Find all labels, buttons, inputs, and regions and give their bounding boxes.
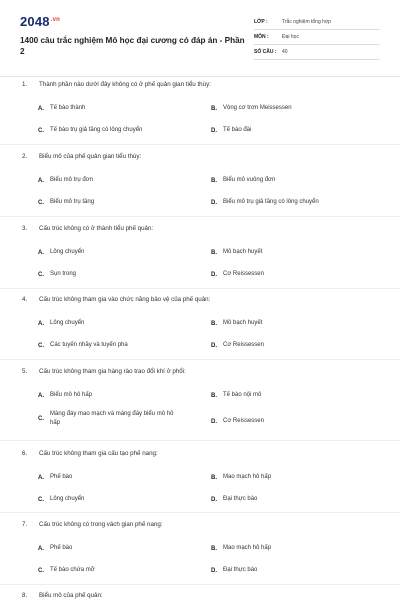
question-text: 5. Cấu trúc không tham gia hàng rào trao đổi khí ở phổi: <box>22 368 186 375</box>
question-text: 6. Cấu trúc không tham gia cấu tạo phế nang: <box>22 450 158 457</box>
option-c[interactable]: C. Tế bào trụ giả tầng có lông chuyển <box>38 127 143 134</box>
question-divider <box>0 216 400 217</box>
question-divider <box>0 440 400 441</box>
option-a[interactable]: A. Phế bào <box>38 474 73 481</box>
option-d[interactable]: D. Tế bào đài <box>211 127 252 134</box>
option-c[interactable]: C. Tế bào chứa mỡ <box>38 567 95 574</box>
question-text: 8. Biểu mô của phế quản: <box>22 592 103 599</box>
option-d[interactable]: D. Cơ Reissessen <box>211 342 264 349</box>
option-b[interactable]: B. Vòng cơ trơn Meissessen <box>211 105 292 112</box>
option-a[interactable]: A. Lông chuyển <box>38 320 85 327</box>
option-b[interactable]: B. Biểu mô vuông đơn <box>211 177 276 184</box>
header-divider <box>0 76 400 77</box>
question-divider <box>0 288 400 289</box>
question-text: 4. Cấu trúc không tham gia vào chức năng bảo vệ của phế quản: <box>22 296 211 303</box>
option-a[interactable]: A. Biểu mô hô hấp <box>38 392 93 399</box>
question-divider <box>0 584 400 585</box>
meta-class: LỚP : Trắc nghiệm tổng hợp <box>254 15 380 30</box>
option-c[interactable]: C. Biểu mô trụ tầng <box>38 199 95 206</box>
option-d[interactable]: D. Đại thực bào <box>211 567 258 574</box>
question-text: 1. Thành phần nào dưới đây không có ở phế quản gian tiểu thùy: <box>22 81 211 88</box>
document-title: 1400 câu trắc nghiệm Mô học đại cương có đáp án - Phần 2 <box>20 36 245 56</box>
option-d[interactable]: D. Biểu mô trụ giả tầng có lông chuyển <box>211 199 319 206</box>
question-text: 2. Biểu mô của phế quản gian tiểu thùy: <box>22 153 142 160</box>
option-c[interactable]: C. Màng đáy mao mạch và màng đáy biểu mô hô hấp <box>38 411 174 426</box>
option-d[interactable]: D. Đại thực bào <box>211 496 258 503</box>
question-divider <box>0 359 400 360</box>
option-b[interactable]: B. Mô bạch huyết <box>211 320 263 327</box>
meta-subject: MÔN : Đại học <box>254 30 380 45</box>
option-c[interactable]: C. Sụn trong <box>38 271 77 278</box>
option-b[interactable]: B. Mao mạch hô hấp <box>211 545 272 552</box>
option-a[interactable]: A. Lông chuyển <box>38 249 85 256</box>
option-b[interactable]: B. Mô bạch huyết <box>211 249 263 256</box>
option-a[interactable]: A. Phế bào <box>38 545 73 552</box>
document-header <box>0 0 400 72</box>
question-text: 7. Cấu trúc không có trong vách gian phế nang: <box>22 521 163 528</box>
question-divider <box>0 512 400 513</box>
question-divider <box>0 144 400 145</box>
option-b[interactable]: B. Tế bào nội mô <box>211 392 262 399</box>
site-logo[interactable]: $2048^{.vn}$ <box>20 14 61 29</box>
option-a[interactable]: A. Tế bào thành <box>38 105 86 112</box>
option-b[interactable]: B. Mao mạch hô hấp <box>211 474 272 481</box>
option-c[interactable]: C. Các tuyến nhầy và tuyến pha <box>38 342 128 349</box>
meta-question-count: SỐ CÂU : 40 <box>254 45 380 60</box>
option-c[interactable]: C. Lông chuyển <box>38 496 85 503</box>
question-text: 3. Cấu trúc không có ở thành tiểu phế quản: <box>22 225 154 232</box>
document-meta <box>254 15 380 60</box>
option-d[interactable]: D. Cơ Reissessen <box>211 418 264 425</box>
option-a[interactable]: A. Biểu mô trụ đơn <box>38 177 93 184</box>
option-d[interactable]: D. Cơ Reissessen <box>211 271 264 278</box>
